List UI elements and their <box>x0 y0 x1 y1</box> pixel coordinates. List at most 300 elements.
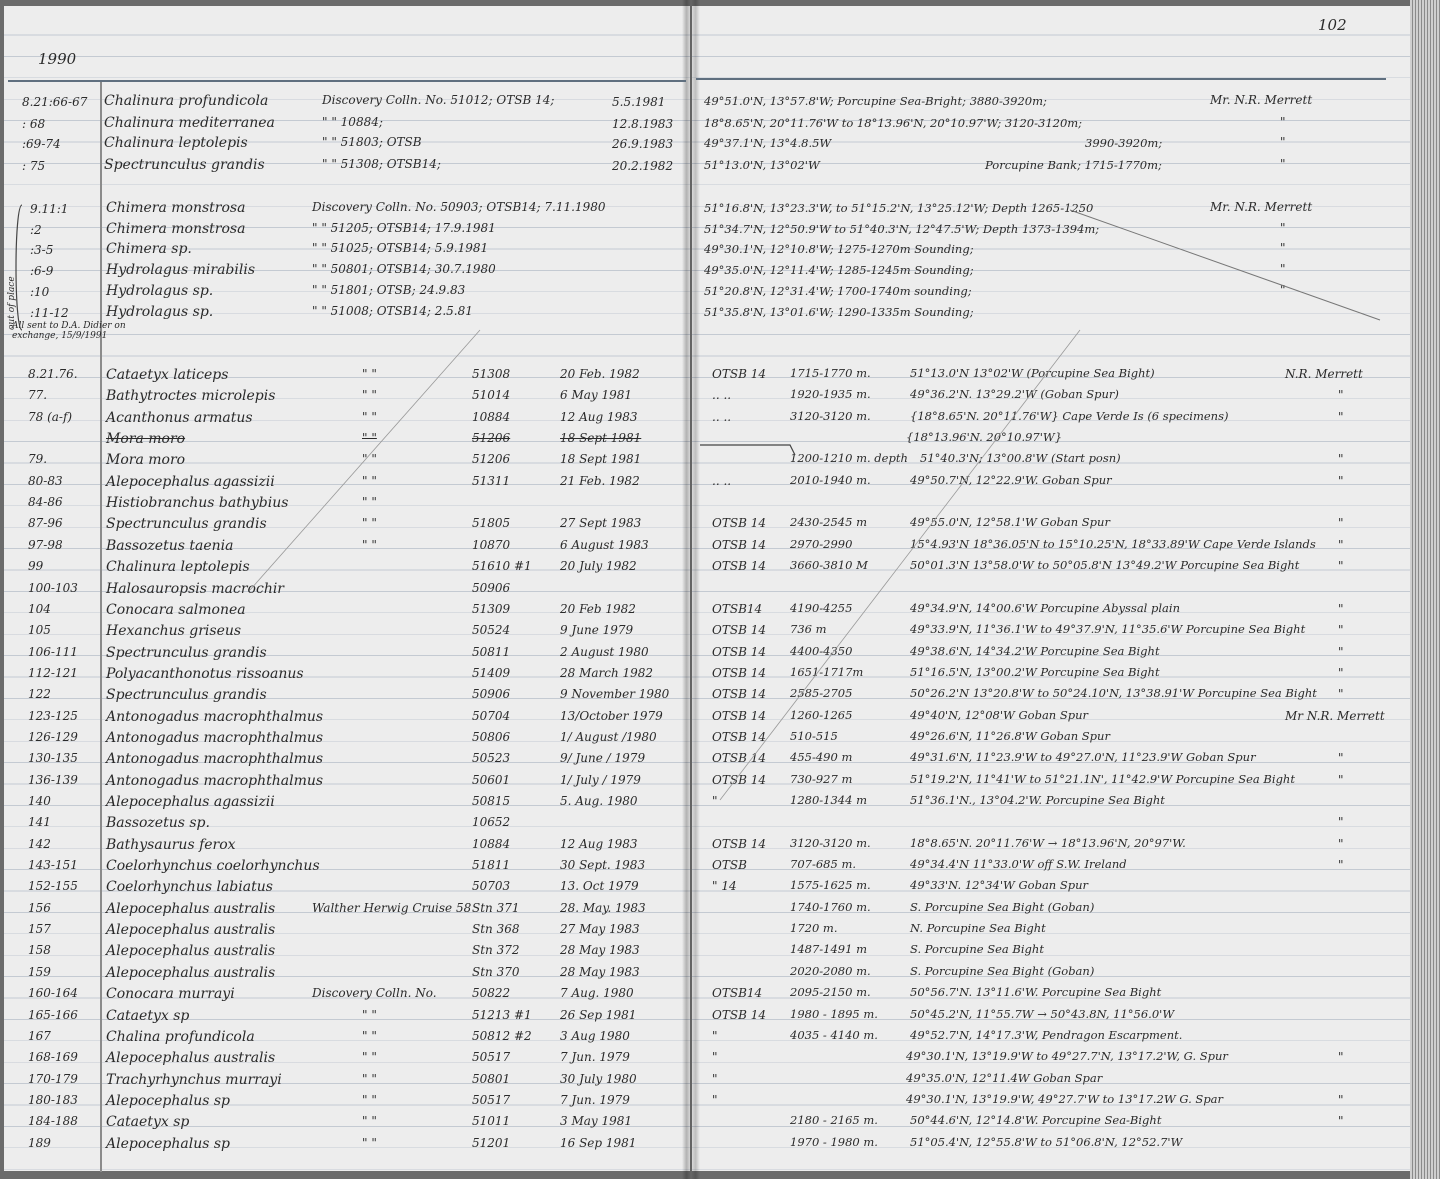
species-name: Chimera sp. <box>106 241 192 257</box>
species-name: Alepocephalus agassizii <box>106 794 275 810</box>
gear-code: " <box>712 1072 718 1086</box>
date: 1/ August /1980 <box>560 730 657 744</box>
date: 6 May 1981 <box>560 388 633 402</box>
gear-code: " <box>712 1029 718 1043</box>
depth-range: 1740-1760 m. <box>790 900 871 914</box>
collector: Mr. N.R. Merrett <box>1210 93 1313 107</box>
date: 28 May 1983 <box>560 965 640 979</box>
catalogue-number: 51811 <box>472 858 511 872</box>
entry-number: 136-139 <box>28 773 78 787</box>
entry-number: 158 <box>28 943 51 957</box>
locality: 50°45.2'N, 11°55.7W → 50°43.8N, 11°56.0'W <box>910 1007 1175 1021</box>
gear-code: OTSB 14 <box>712 559 766 573</box>
species-name: Polyacanthonotus rissoanus <box>106 666 304 682</box>
date: 12 Aug 1983 <box>560 410 638 424</box>
date: 12 Aug 1983 <box>560 837 638 851</box>
depth-range: 2585-2705 <box>790 686 853 700</box>
registration: " " 10884; <box>322 115 383 129</box>
species-name: Conocara salmonea <box>106 602 246 618</box>
date: 7 Jun. 1979 <box>560 1050 630 1064</box>
catalogue-number: 50906 <box>472 581 511 595</box>
depth-range: 2010-1940 m. <box>790 473 871 487</box>
locality: 50°26.2'N 13°20.8'W to 50°24.10'N, 13°38.91'W Porcupine Sea Bight <box>910 686 1317 700</box>
species-name: Bassozetus sp. <box>106 815 210 831</box>
collector: " <box>1280 262 1286 276</box>
collector: " <box>1338 666 1344 680</box>
registration: " " <box>362 1050 377 1064</box>
collector: " <box>1338 1093 1344 1107</box>
entry-number: 84-86 <box>28 495 63 509</box>
collector: " <box>1280 157 1286 171</box>
date: 9 November 1980 <box>560 687 670 701</box>
species-name: Alepocephalus australis <box>106 901 276 917</box>
locality-extra: Porcupine Bank; 1715-1770m; <box>985 158 1162 172</box>
collector: " <box>1338 751 1344 765</box>
side-note: out of place <box>7 276 17 330</box>
collector: " <box>1338 516 1344 530</box>
pencil-line <box>250 330 480 590</box>
depth-range: 1920-1935 m. <box>790 387 871 401</box>
locality: 51°40.3'N; 13°00.8'W (Start posn) <box>920 451 1121 465</box>
locality: 49°35.0'N, 12°11.4'W; 1285-1245m Sounding; <box>704 263 974 277</box>
collector: " <box>1338 858 1344 872</box>
locality: {18°8.65'N. 20°11.76'W} Cape Verde Is (6 specimens) <box>910 409 1229 423</box>
collector: " <box>1280 135 1286 149</box>
entry-number: : 68 <box>22 117 46 131</box>
locality: 49°50.7'N, 12°22.9'W. Goban Spur <box>910 473 1112 487</box>
species-name: Spectrunculus grandis <box>106 516 267 532</box>
locality: 49°34.4'N 11°33.0'W off S.W. Ireland <box>910 857 1127 871</box>
species-name: Antonogadus macrophthalmus <box>106 751 324 767</box>
date: 27 Sept 1983 <box>560 516 642 530</box>
gear-code: .. .. <box>712 388 732 402</box>
locality: 49°40'N, 12°08'W Goban Spur <box>910 708 1089 722</box>
arrow-mark <box>700 445 795 455</box>
date: 16 Sep 1981 <box>560 1136 637 1150</box>
catalogue-number: 50703 <box>472 879 511 893</box>
depth-range: 1651-1717m <box>790 665 864 679</box>
registration: " " <box>362 1072 377 1086</box>
gear-code: OTSB 14 <box>712 773 766 787</box>
date: 21 Feb. 1982 <box>560 474 640 488</box>
entry-number: 78 (a-f) <box>28 410 73 424</box>
locality: N. Porcupine Sea Bight <box>910 921 1046 935</box>
date: 3 May 1981 <box>560 1114 633 1128</box>
registration: " " 51205; OTSB14; 17.9.1981 <box>312 221 496 235</box>
species-name: Antonogadus macrophthalmus <box>106 709 324 725</box>
depth-range: 3660-3810 M <box>790 558 868 572</box>
locality-extra: 3990-3920m; <box>1085 136 1163 150</box>
catalogue-number: 50524 <box>472 623 511 637</box>
date: 20 July 1982 <box>560 559 637 573</box>
locality: 51°19.2'N, 11°41'W to 51°21.1N', 11°42.9'W Porcupine Sea Bight <box>910 772 1295 786</box>
depth-range: 1575-1625 m. <box>790 878 871 892</box>
species-name: Chalinura leptolepis <box>104 135 248 151</box>
catalogue-number: 51805 <box>472 516 511 530</box>
locality: 51°20.8'N, 12°31.4'W; 1700-1740m sounding; <box>704 284 972 298</box>
species-name: Alepocephalus australis <box>106 1050 276 1066</box>
date: 6 August 1983 <box>560 538 649 552</box>
entry-number: 9.11:1 <box>30 202 69 216</box>
depth-range: 1980 - 1895 m. <box>790 1007 878 1021</box>
date: 28. May. 1983 <box>560 901 646 915</box>
entry-number: 143-151 <box>28 858 78 872</box>
entry-number: : 75 <box>22 159 46 173</box>
species-name: Alepocephalus sp <box>106 1136 230 1152</box>
collector: N.R. Merrett <box>1285 367 1363 381</box>
collector: " <box>1280 115 1286 129</box>
gear-code: .. .. <box>712 474 732 488</box>
depth-range: 4400-4350 <box>790 644 853 658</box>
catalogue-number: 50517 <box>472 1093 511 1107</box>
locality: 49°31.6'N, 11°23.9'W to 49°27.0'N, 11°23.9'W Goban Spur <box>910 750 1256 764</box>
registration: " " <box>362 495 377 509</box>
entry-number: 160-164 <box>28 986 78 1000</box>
locality: 49°37.1'N, 13°4.8.5W <box>704 136 832 150</box>
depth-range: 2180 - 2165 m. <box>790 1113 878 1127</box>
locality: 51°05.4'N, 12°55.8'W to 51°06.8'N, 12°52.7'W <box>910 1135 1183 1149</box>
entry-number: :3-5 <box>30 243 54 257</box>
species-name: Histiobranchus bathybius <box>106 495 289 511</box>
date: 13. Oct 1979 <box>560 879 639 893</box>
gear-code: OTSB14 <box>712 602 763 616</box>
collector: " <box>1280 241 1286 255</box>
date: 2 August 1980 <box>560 645 649 659</box>
species-name: Cataetyx sp <box>106 1114 190 1130</box>
gear-code: " <box>712 1093 718 1107</box>
depth-range: 1970 - 1980 m. <box>790 1135 878 1149</box>
catalogue-number: 50806 <box>472 730 511 744</box>
catalogue-number: 50822 <box>472 986 511 1000</box>
entry-number: :6-9 <box>30 264 54 278</box>
entry-number: 189 <box>28 1136 51 1150</box>
species-name: Trachyrhynchus murrayi <box>106 1072 282 1088</box>
entry-number: 8.21.76. <box>28 367 78 381</box>
entry-number: 170-179 <box>28 1072 78 1086</box>
date: 20 Feb. 1982 <box>560 367 640 381</box>
registration: " " <box>362 1093 377 1107</box>
locality: 49°34.9'N, 14°00.6'W Porcupine Abyssal plain <box>910 601 1180 615</box>
entry-number: 122 <box>28 687 51 701</box>
entry-number: :11-12 <box>30 306 69 320</box>
page-number: 102 <box>1318 16 1347 34</box>
catalogue-number: Stn 368 <box>472 922 520 936</box>
collector: " <box>1338 837 1344 851</box>
species-name: Cataetyx sp <box>106 1008 190 1024</box>
depth-range: 1260-1265 <box>790 708 853 722</box>
date: 18 Sept 1981 <box>560 452 642 466</box>
date: 13/October 1979 <box>560 709 663 723</box>
catalogue-number: 51201 <box>472 1136 511 1150</box>
depth-range: 1720 m. <box>790 921 838 935</box>
registration: " " 51025; OTSB14; 5.9.1981 <box>312 241 489 255</box>
catalogue-number: 51011 <box>472 1114 511 1128</box>
species-name: Mora moro <box>106 452 186 468</box>
locality: 49°30.1'N, 12°10.8'W; 1275-1270m Sounding; <box>704 242 974 256</box>
entry-number: 142 <box>28 837 51 851</box>
species-name: Spectrunculus grandis <box>106 687 267 703</box>
locality: S. Porcupine Sea Bight (Goban) <box>910 900 1095 914</box>
registration: " " <box>362 431 377 445</box>
entry-number: 104 <box>28 602 51 616</box>
locality: 18°8.65'N. 20°11.76'W → 18°13.96'N, 20°97'W. <box>910 836 1186 850</box>
locality: 49°35.0'N, 12°11.4W Goban Spar <box>906 1071 1103 1085</box>
registration: " " <box>362 388 377 402</box>
depth-range: 707-685 m. <box>790 857 857 871</box>
locality: 51°16.5'N, 13°00.2'W Porcupine Sea Bight <box>910 665 1160 679</box>
date: 28 March 1982 <box>560 666 654 680</box>
date: 20.2.1982 <box>612 159 674 173</box>
date: 28 May 1983 <box>560 943 640 957</box>
gear-code: OTSB14 <box>712 986 763 1000</box>
locality: {18°13.96'N. 20°10.97'W} <box>906 430 1063 444</box>
depth-range: 1200-1210 m. depth <box>790 451 908 465</box>
registration: " " <box>362 1136 377 1150</box>
species-name: Alepocephalus australis <box>106 965 276 981</box>
collector: " <box>1338 1114 1344 1128</box>
catalogue-number: 51213 #1 <box>472 1008 532 1022</box>
entry-number: 140 <box>28 794 51 808</box>
registration: " " <box>362 474 377 488</box>
catalogue-number: 10652 <box>472 815 511 829</box>
gear-code: OTSB 14 <box>712 367 766 381</box>
species-name: Alepocephalus agassizii <box>106 474 275 490</box>
gear-code: OTSB 14 <box>712 730 766 744</box>
entry-number: 105 <box>28 623 51 637</box>
catalogue-number: 51014 <box>472 388 511 402</box>
species-name: Hexanchus griseus <box>106 623 242 639</box>
entry-number: 106-111 <box>28 645 78 659</box>
species-name: Chalinura mediterranea <box>104 115 275 131</box>
date: 18 Sept 1981 <box>560 431 642 445</box>
species-name: Antonogadus macrophthalmus <box>106 730 324 746</box>
pencil-line <box>720 330 1080 800</box>
registration: " " 51801; OTSB; 24.9.83 <box>312 283 466 297</box>
gear-code: " <box>712 1050 718 1064</box>
depth-range: 736 m <box>790 622 827 636</box>
locality: 49°52.7'N, 14°17.3'W, Pendragon Escarpment. <box>910 1028 1183 1042</box>
registration: " " <box>362 1029 377 1043</box>
species-name: Alepocephalus australis <box>106 943 276 959</box>
gear-code: OTSB 14 <box>712 538 766 552</box>
catalogue-number: 51610 #1 <box>472 559 532 573</box>
gear-code: .. .. <box>712 410 732 424</box>
gear-code: " 14 <box>712 879 737 893</box>
entry-number: 87-96 <box>28 516 63 530</box>
species-name: Mora moro <box>106 431 186 447</box>
locality: S. Porcupine Sea Bight (Goban) <box>910 964 1095 978</box>
entry-number: 112-121 <box>28 666 78 680</box>
registration: Discovery Colln. No. <box>312 986 437 1000</box>
registration: " " <box>362 1008 377 1022</box>
catalogue-number: Stn 372 <box>472 943 520 957</box>
gear-code: OTSB 14 <box>712 516 766 530</box>
entry-number: 167 <box>28 1029 51 1043</box>
species-name: Antonogadus macrophthalmus <box>106 773 324 789</box>
depth-range: 2020-2080 m. <box>790 964 871 978</box>
pencil-line <box>1070 210 1380 320</box>
locality: 50°01.3'N 13°58.0'W to 50°05.8'N 13°49.2'W Porcupine Sea Bight <box>910 558 1300 572</box>
registration: Discovery Colln. No. 51012; OTSB 14; <box>322 93 555 107</box>
depth-range: 2095-2150 m. <box>790 985 871 999</box>
species-name: Bathytroctes microlepis <box>106 388 276 404</box>
species-name: Halosauropsis macrochir <box>106 581 285 597</box>
depth-range: 2970-2990 <box>790 537 853 551</box>
species-name: Chalinura profundicola <box>104 93 269 109</box>
entry-number: 97-98 <box>28 538 63 552</box>
date: 20 Feb 1982 <box>560 602 636 616</box>
gear-code: OTSB 14 <box>712 645 766 659</box>
depth-range: 4190-4255 <box>790 601 853 615</box>
depth-range: 1715-1770 m. <box>790 366 871 380</box>
entry-number: 80-83 <box>28 474 63 488</box>
catalogue-number: 50801 <box>472 1072 511 1086</box>
species-name: Bathysaurus ferox <box>106 837 236 853</box>
depth-range: 3120-3120 m. <box>790 836 871 850</box>
collector: " <box>1338 388 1344 402</box>
species-name: Hydrolagus sp. <box>106 304 214 320</box>
gear-code: OTSB 14 <box>712 687 766 701</box>
entry-number: 168-169 <box>28 1050 78 1064</box>
bracket-mark <box>16 205 22 330</box>
species-name: Chalina profundicola <box>106 1029 255 1045</box>
registration: Discovery Colln. No. 50903; OTSB14; 7.11.1980 <box>312 200 606 214</box>
depth-range: 510-515 <box>790 729 838 743</box>
date: 1/ July / 1979 <box>560 773 641 787</box>
date: 12.8.1983 <box>612 117 674 131</box>
depth-range: 1280-1344 m <box>790 793 867 807</box>
locality: 51°13.0'N, 13°02'W <box>704 158 820 172</box>
entry-number: 165-166 <box>28 1008 78 1022</box>
locality: 50°44.6'N, 12°14.8'W. Porcupine Sea-Bight <box>910 1113 1162 1127</box>
registration: " " <box>362 452 377 466</box>
date: 5.5.1981 <box>612 95 666 109</box>
registration: " " <box>362 538 377 552</box>
date: 30 July 1980 <box>560 1072 637 1086</box>
species-name: Spectrunculus grandis <box>106 645 267 661</box>
locality: 50°56.7'N. 13°11.6'W. Porcupine Sea Bight <box>910 985 1162 999</box>
collector: Mr. N.R. Merrett <box>1210 200 1313 214</box>
year-heading: 1990 <box>38 50 77 68</box>
species-name: Chimera monstrosa <box>106 221 246 237</box>
locality: 49°26.6'N, 11°26.8'W Goban Spur <box>910 729 1110 743</box>
collector: " <box>1280 283 1286 297</box>
species-name: Alepocephalus sp <box>106 1093 230 1109</box>
species-name: Conocara murrayi <box>106 986 235 1002</box>
species-name: Alepocephalus australis <box>106 922 276 938</box>
registration: " " 51308; OTSB14; <box>322 157 441 171</box>
catalogue-number: 50815 <box>472 794 511 808</box>
entry-number: 141 <box>28 815 51 829</box>
entry-number: 126-129 <box>28 730 78 744</box>
depth-range: 1487-1491 m <box>790 942 867 956</box>
locality: 49°51.0'N, 13°57.8'W; Porcupine Sea-Bright; 3880-3920m; <box>704 94 1047 108</box>
entry-number: 123-125 <box>28 709 78 723</box>
catalogue-number: 51308 <box>472 367 511 381</box>
date: 9/ June / 1979 <box>560 751 646 765</box>
date: 26.9.1983 <box>612 137 674 151</box>
locality: 49°36.2'N. 13°29.2'W (Goban Spur) <box>910 387 1119 401</box>
collector: " <box>1338 410 1344 424</box>
depth-range: 3120-3120 m. <box>790 409 871 423</box>
catalogue-number: Stn 370 <box>472 965 520 979</box>
registration: " " <box>362 367 377 381</box>
collector: " <box>1338 773 1344 787</box>
catalogue-number: 50517 <box>472 1050 511 1064</box>
species-name: Acanthonus armatus <box>106 410 253 426</box>
entry-number: :2 <box>30 223 42 237</box>
registration: " " <box>362 410 377 424</box>
date: 7 Aug. 1980 <box>560 986 634 1000</box>
catalogue-number: 10884 <box>472 410 511 424</box>
locality: 49°33.9'N, 11°36.1'W to 49°37.9'N, 11°35.6'W Porcupine Sea Bight <box>910 622 1306 636</box>
catalogue-number: 50811 <box>472 645 511 659</box>
species-name: Hydrolagus sp. <box>106 283 214 299</box>
species-name: Hydrolagus mirabilis <box>106 262 256 278</box>
locality: 51°35.8'N, 13°01.6'W; 1290-1335m Sounding; <box>704 305 974 319</box>
depth-range: 4035 - 4140 m. <box>790 1028 878 1042</box>
species-name: Spectrunculus grandis <box>104 157 265 173</box>
species-name: Coelorhynchus coelorhynchus <box>106 858 320 874</box>
collector: " <box>1338 474 1344 488</box>
entry-number: :69-74 <box>22 137 61 151</box>
species-name: Chalinura leptolepis <box>106 559 250 575</box>
date: 9 June 1979 <box>560 623 634 637</box>
registration: " " 51008; OTSB14; 2.5.81 <box>312 304 473 318</box>
date: 30 Sept. 1983 <box>560 858 646 872</box>
entry-number: :10 <box>30 285 50 299</box>
collector: " <box>1338 452 1344 466</box>
catalogue-number: 50704 <box>472 709 511 723</box>
species-name: Coelorhynchus labiatus <box>106 879 273 895</box>
entry-number: 8.21:66-67 <box>22 95 88 109</box>
date: 27 May 1983 <box>560 922 640 936</box>
locality: 49°30.1'N, 13°19.9'W, 49°27.7'W to 13°17.2W G. Spar <box>906 1092 1224 1106</box>
entry-number: 77. <box>28 388 48 402</box>
entry-number: 99 <box>28 559 44 573</box>
catalogue-number: 50601 <box>472 773 511 787</box>
gear-code: OTSB 14 <box>712 666 766 680</box>
catalogue-number: 51311 <box>472 474 511 488</box>
date: 26 Sep 1981 <box>560 1008 637 1022</box>
collector: " <box>1338 687 1344 701</box>
entry-number: 159 <box>28 965 51 979</box>
locality: 15°4.93'N 18°36.05'N to 15°10.25'N, 18°33.89'W Cape Verde Islands <box>910 537 1316 551</box>
catalogue-number: 10884 <box>472 837 511 851</box>
catalogue-number: 10870 <box>472 538 511 552</box>
collector: " <box>1338 1050 1344 1064</box>
species-name: Bassozetus taenia <box>106 538 234 554</box>
collector: " <box>1338 645 1344 659</box>
registration: " " 51803; OTSB <box>322 135 422 149</box>
gear-code: OTSB 14 <box>712 837 766 851</box>
catalogue-number: 51206 <box>472 431 511 445</box>
catalogue-number: 50906 <box>472 687 511 701</box>
gear-code: OTSB 14 <box>712 623 766 637</box>
catalogue-number: 50812 #2 <box>472 1029 532 1043</box>
catalogue-number: 50523 <box>472 751 511 765</box>
entry-number: 157 <box>28 922 51 936</box>
locality: 18°8.65'N, 20°11.76'W to 18°13.96'N, 20°10.97'W; 3120-3120m; <box>704 116 1083 130</box>
registration: " " <box>362 1114 377 1128</box>
collector: " <box>1338 602 1344 616</box>
catalogue-number: Stn 371 <box>472 901 520 915</box>
locality: 51°36.1'N., 13°04.2'W. Porcupine Sea Bight <box>910 793 1165 807</box>
entry-number: 79. <box>28 452 48 466</box>
gear-code: OTSB 14 <box>712 709 766 723</box>
locality: 51°13.0'N 13°02'W (Porcupine Sea Bight) <box>910 366 1155 380</box>
species-name: Cataetyx laticeps <box>106 367 229 383</box>
